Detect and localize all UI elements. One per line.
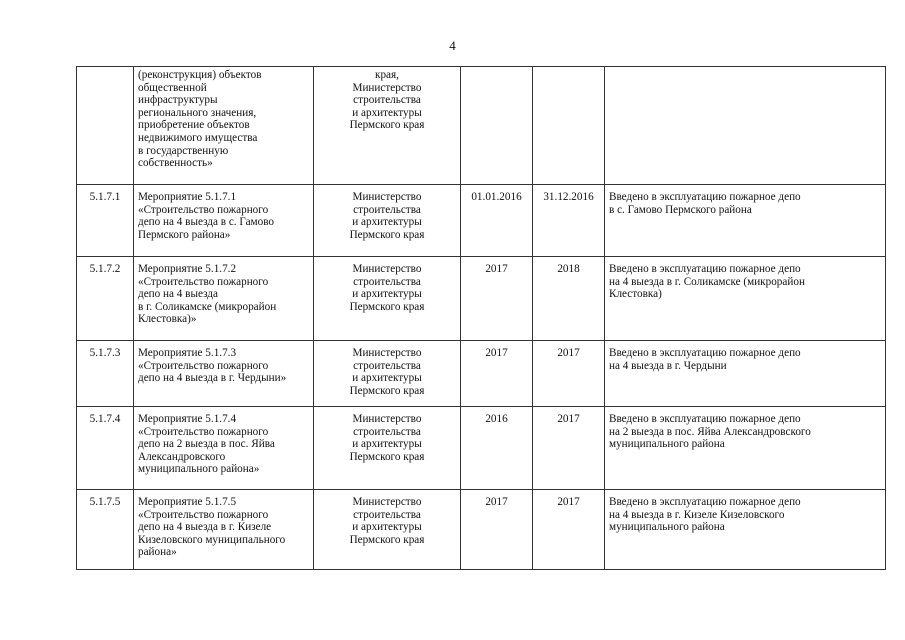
row-number: 5.1.7.2 bbox=[77, 257, 134, 341]
executor: Министерство строительства и архитектуры Пермского края bbox=[314, 407, 461, 490]
row-number: 5.1.7.1 bbox=[77, 185, 134, 257]
expected-result: Введено в эксплуатацию пожарное депо на 4 выезда в г. Кизеле Кизеловского муниципального района bbox=[605, 490, 886, 570]
row-number bbox=[77, 67, 134, 185]
start-date: 2017 bbox=[461, 341, 533, 407]
expected-result: Введено в эксплуатацию пожарное депо на 2 выезда в пос. Яйва Александровского муниципального района bbox=[605, 407, 886, 490]
row-number: 5.1.7.5 bbox=[77, 490, 134, 570]
end-date: 2017 bbox=[533, 490, 605, 570]
expected-result: Введено в эксплуатацию пожарное депо на 4 выезда в г. Соликамске (микрорайон Клестовка) bbox=[605, 257, 886, 341]
table-row bbox=[77, 67, 886, 185]
end-date: 2017 bbox=[533, 341, 605, 407]
table-row bbox=[77, 341, 886, 407]
expected-result: Введено в эксплуатацию пожарное депо на 4 выезда в г. Чердыни bbox=[605, 341, 886, 407]
page-number: 4 bbox=[449, 38, 456, 53]
table-row bbox=[77, 257, 886, 341]
start-date bbox=[461, 67, 533, 185]
executor: Министерство строительства и архитектуры Пермского края bbox=[314, 257, 461, 341]
end-date: 2018 bbox=[533, 257, 605, 341]
end-date: 31.12.2016 bbox=[533, 185, 605, 257]
measures-table bbox=[76, 66, 886, 570]
measure-name: Мероприятие 5.1.7.3 «Строительство пожарного депо на 4 выезда в г. Чердыни» bbox=[134, 341, 314, 407]
start-date: 2017 bbox=[461, 490, 533, 570]
executor: Министерство строительства и архитектуры Пермского края bbox=[314, 341, 461, 407]
executor: края, Министерство строительства и архитектуры Пермского края bbox=[314, 67, 461, 185]
end-date bbox=[533, 67, 605, 185]
expected-result: Введено в эксплуатацию пожарное депо в с. Гамово Пермского района bbox=[605, 185, 886, 257]
measure-name: Мероприятие 5.1.7.1 «Строительство пожарного депо на 4 выезда в с. Гамово Пермского района» bbox=[134, 185, 314, 257]
table-row bbox=[77, 490, 886, 570]
table-row bbox=[77, 185, 886, 257]
executor: Министерство строительства и архитектуры Пермского края bbox=[314, 185, 461, 257]
table-row bbox=[77, 407, 886, 490]
start-date: 2016 bbox=[461, 407, 533, 490]
measure-name: Мероприятие 5.1.7.4 «Строительство пожарного депо на 2 выезда в пос. Яйва Александровского муниципального района» bbox=[134, 407, 314, 490]
row-number: 5.1.7.3 bbox=[77, 341, 134, 407]
start-date: 01.01.2016 bbox=[461, 185, 533, 257]
measure-name: Мероприятие 5.1.7.2 «Строительство пожарного депо на 4 выезда в г. Соликамске (микрорайон Клестовка)» bbox=[134, 257, 314, 341]
end-date: 2017 bbox=[533, 407, 605, 490]
measure-name: (реконструкция) объектов общественной инфраструктуры регионального значения, приобретение объектов недвижимого имущества в государственную собственность» bbox=[134, 67, 314, 185]
start-date: 2017 bbox=[461, 257, 533, 341]
measure-name: Мероприятие 5.1.7.5 «Строительство пожарного депо на 4 выезда в г. Кизеле Кизеловского муниципального района» bbox=[134, 490, 314, 570]
executor: Министерство строительства и архитектуры Пермского края bbox=[314, 490, 461, 570]
expected-result bbox=[605, 67, 886, 185]
row-number: 5.1.7.4 bbox=[77, 407, 134, 490]
